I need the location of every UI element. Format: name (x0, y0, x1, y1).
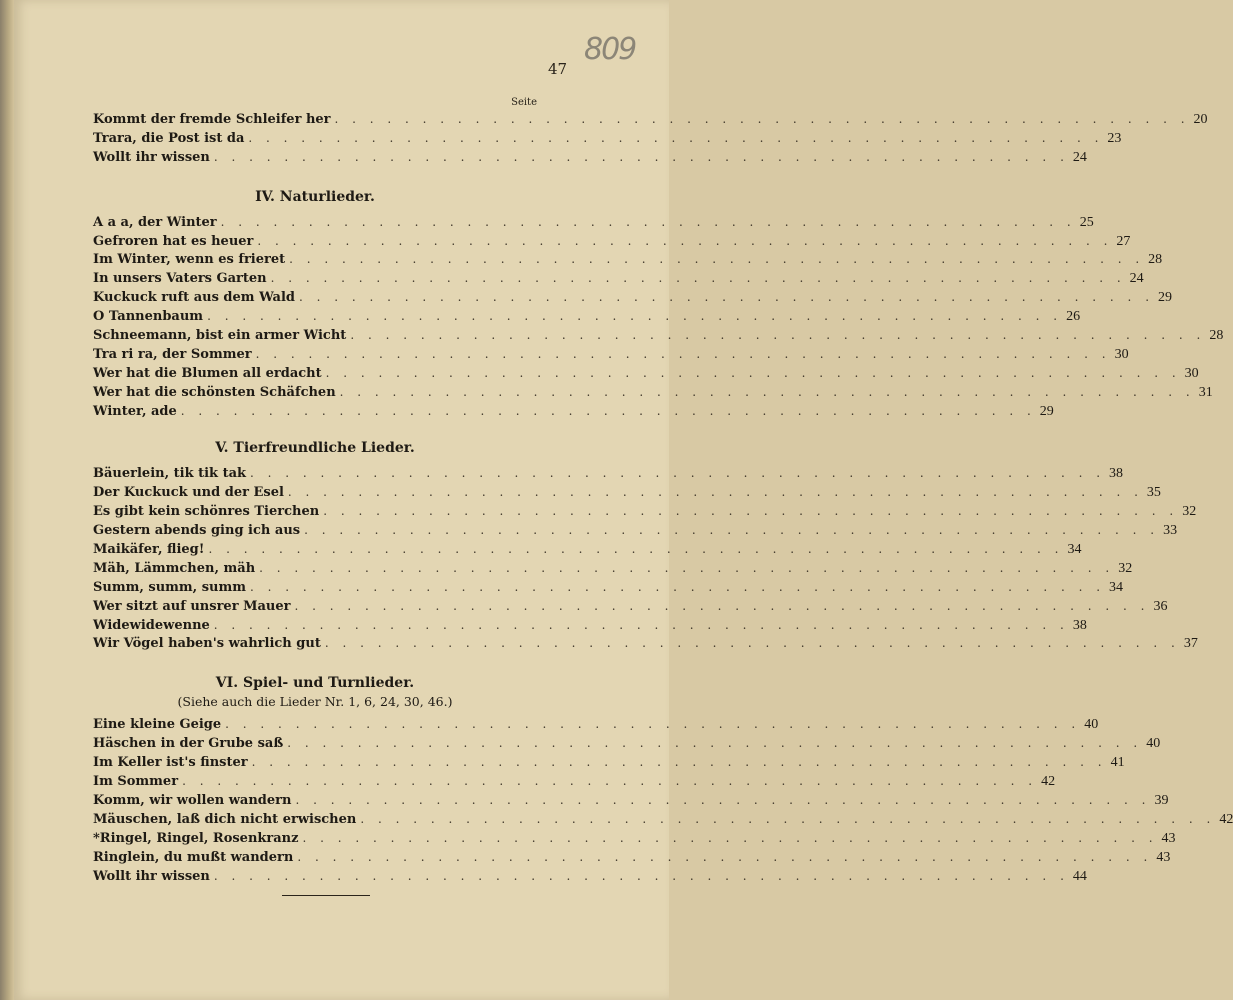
dot-leader: . . . . . . . . . . . . . . . . . . . . . . . . . . . . . . . . . . . . . . . . . . . . . . . . . (220, 214, 1076, 229)
toc-entry (93, 269, 1144, 288)
page-ref: 28 (1209, 328, 1224, 344)
toc-entry (93, 250, 1163, 269)
dot-leader: . . . . . . . . . . . . . . . . . . . . . . . . . . . . . . . . . . . . . . . . . . . . . . . . . (304, 523, 1160, 538)
dot-leader: . . . . . . . . . . . . . . . . . . . . . . . . . . . . . . . . . . . . . . . . . . . . . . . . . (287, 485, 1143, 500)
dot-leader: . . . . . . . . . . . . . . . . . . . . . . . . . . . . . . . . . . . . . . . . . . . . . . . . . (325, 365, 1181, 380)
toc-entry (93, 867, 1087, 886)
dot-leader: . . . . . . . . . . . . . . . . . . . . . . . . . . . . . . . . . . . . . . . . . . . . . . . . . (334, 112, 1190, 126)
page-ref: 43 (1156, 849, 1171, 865)
toc-entry (93, 364, 1199, 383)
toc-entry (93, 110, 1208, 129)
page-ref: 38 (1072, 617, 1087, 633)
page-ref: 33 (1163, 523, 1178, 539)
dot-leader: . . . . . . . . . . . . . . . . . . . . . . . . . . . . . . . . . . . . . . . . . . . . . . . . . (299, 290, 1155, 305)
toc-entry (93, 559, 1133, 578)
sections-container (93, 187, 1233, 886)
page-ref: 29 (1039, 403, 1054, 419)
song-title: Im Sommer (93, 774, 179, 790)
song-title: *Ringel, Ringel, Rosenkranz (93, 830, 299, 846)
dot-leader: . . . . . . . . . . . . . . . . . . . . . . . . . . . . . . . . . . . . . . . . . . . . . . . . . (297, 849, 1153, 864)
song-title: Es gibt kein schönres Tierchen (93, 504, 320, 520)
toc-entry (93, 402, 1054, 421)
toc-entry (93, 521, 1178, 540)
page-ref: 25 (1079, 214, 1094, 230)
toc-entry (93, 129, 1122, 148)
song-title: Häschen in der Grube saß (93, 736, 284, 752)
dot-leader: . . . . . . . . . . . . . . . . . . . . . . . . . . . . . . . . . . . . . . . . . . . . . . . . . (225, 717, 1081, 732)
song-title: Wollt ihr wissen (93, 868, 210, 884)
dot-leader: . . . . . . . . . . . . . . . . . . . . . . . . . . . . . . . . . . . . . . . . . . . . . . . . . (213, 868, 1069, 883)
toc-entry (93, 772, 1056, 791)
song-title: Wollt ihr wissen (93, 149, 210, 165)
toc-entry (93, 715, 1099, 734)
song-title: Schneemann, bist ein armer Wicht (93, 328, 347, 344)
dot-leader: . . . . . . . . . . . . . . . . . . . . . . . . . . . . . . . . . . . . . . . . . . . . . . . . . (255, 346, 1111, 361)
page-ref: 44 (1072, 868, 1087, 884)
page-ref: 40 (1084, 717, 1099, 733)
toc-entry (93, 597, 1168, 616)
song-title: Wer hat die schönsten Schäfchen (93, 384, 336, 400)
section-heading: V. Tierfreundliche Lieder. (215, 440, 415, 457)
page-ref: 40 (1146, 736, 1161, 752)
dot-leader: . . . . . . . . . . . . . . . . . . . . . . . . . . . . . . . . . . . . . . . . . . . . . . . . . (339, 384, 1195, 399)
section-entries (93, 464, 1198, 653)
toc-entry (93, 483, 1161, 502)
song-title: Gestern abends ging ich aus (93, 523, 301, 539)
page-ref: 34 (1067, 542, 1082, 558)
page-ref: 20 (1193, 112, 1208, 127)
toc-entry (93, 734, 1161, 753)
dot-leader: . . . . . . . . . . . . . . . . . . . . . . . . . . . . . . . . . . . . . . . . . . . . . . . . . (251, 755, 1107, 770)
toc-entry (93, 578, 1124, 597)
page-ref: 42 (1041, 774, 1056, 790)
song-title: Der Kuckuck und der Esel (93, 485, 284, 501)
toc-entry (93, 810, 1233, 829)
dot-leader: . . . . . . . . . . . . . . . . . . . . . . . . . . . . . . . . . . . . . . . . . . . . . . . . . (207, 309, 1063, 324)
toc-entry (93, 148, 1087, 167)
page-ref: 35 (1146, 485, 1161, 501)
toc-entry (93, 383, 1213, 402)
page-ref: 24 (1129, 271, 1144, 287)
toc-entry (93, 288, 1173, 307)
dot-leader: . . . . . . . . . . . . . . . . . . . . . . . . . . . . . . . . . . . . . . . . . . . . . . . . . (350, 328, 1206, 343)
page-ref: 34 (1109, 579, 1124, 595)
toc-section (93, 438, 1198, 653)
page-ref: 38 (1109, 466, 1124, 482)
page-ref: 39 (1154, 792, 1169, 808)
dot-leader: . . . . . . . . . . . . . . . . . . . . . . . . . . . . . . . . . . . . . . . . . . . . . . . . . (250, 466, 1106, 481)
toc-entry (93, 345, 1129, 364)
dot-leader: . . . . . . . . . . . . . . . . . . . . . . . . . . . . . . . . . . . . . . . . . . . . . . . . . (259, 560, 1115, 575)
dot-leader: . . . . . . . . . . . . . . . . . . . . . . . . . . . . . . . . . . . . . . . . . . . . . . . . . (324, 636, 1180, 651)
page-ref: 27 (1116, 233, 1131, 249)
dot-leader: . . . . . . . . . . . . . . . . . . . . . . . . . . . . . . . . . . . . . . . . . . . . . . . . . (248, 130, 1104, 145)
song-title: In unsers Vaters Garten (93, 271, 267, 287)
toc-entry (93, 232, 1131, 251)
dot-leader: . . . . . . . . . . . . . . . . . . . . . . . . . . . . . . . . . . . . . . . . . . . . . . . . . (182, 774, 1038, 789)
page-ref: 43 (1161, 830, 1176, 846)
dot-leader: . . . . . . . . . . . . . . . . . . . . . . . . . . . . . . . . . . . . . . . . . . . . . . . . . (323, 504, 1179, 519)
section-note: (Siehe auch die Lieder Nr. 1, 6, 24, 30, 46.) (177, 694, 453, 710)
toc-entry (93, 616, 1087, 635)
page-ref: 28 (1148, 252, 1163, 268)
song-title: Tra ri ra, der Sommer (93, 346, 252, 362)
page-ref: 32 (1118, 560, 1133, 576)
dot-leader: . . . . . . . . . . . . . . . . . . . . . . . . . . . . . . . . . . . . . . . . . . . . . . . . . (294, 598, 1150, 613)
table-of-contents (93, 96, 1233, 885)
page-ref: 23 (1107, 130, 1122, 146)
section-heading: IV. Naturlieder. (255, 188, 375, 205)
page-ref: 24 (1072, 149, 1087, 165)
page-ref: 41 (1110, 755, 1125, 771)
toc-entry (93, 829, 1176, 848)
song-title: Eine kleine Geige (93, 717, 222, 733)
toc-entry (93, 326, 1224, 345)
song-title: Gefroren hat es heuer (93, 233, 254, 249)
dot-leader: . . . . . . . . . . . . . . . . . . . . . . . . . . . . . . . . . . . . . . . . . . . . . . . . . (250, 579, 1106, 594)
song-title: Summ, summ, summ (93, 579, 247, 595)
section-entries (93, 213, 1224, 421)
page-ref: 32 (1182, 504, 1197, 520)
song-title: Wer sitzt auf unsrer Mauer (93, 598, 291, 614)
pencil-annotation: 809 (584, 32, 636, 67)
song-title: Maikäfer, flieg! (93, 542, 205, 558)
song-title: Trara, die Post ist da (93, 130, 245, 146)
dot-leader: . . . . . . . . . . . . . . . . . . . . . . . . . . . . . . . . . . . . . . . . . . . . . . . . . (180, 403, 1036, 418)
dot-leader: . . . . . . . . . . . . . . . . . . . . . . . . . . . . . . . . . . . . . . . . . . . . . . . . . (295, 792, 1151, 807)
dot-leader: . . . . . . . . . . . . . . . . . . . . . . . . . . . . . . . . . . . . . . . . . . . . . . . . . (208, 542, 1064, 557)
book-binding-edge (0, 0, 14, 1000)
toc-section (93, 187, 1224, 421)
song-title: O Tannenbaum (93, 309, 204, 325)
dot-leader: . . . . . . . . . . . . . . . . . . . . . . . . . . . . . . . . . . . . . . . . . . . . . . . . . (360, 811, 1216, 826)
page-ref: 30 (1184, 365, 1199, 381)
song-title: Komm, wir wollen wandern (93, 792, 292, 808)
page-number: 47 (548, 60, 568, 78)
toc-entry (93, 213, 1094, 232)
song-title: A a a, der Winter (93, 214, 217, 230)
dot-leader: . . . . . . . . . . . . . . . . . . . . . . . . . . . . . . . . . . . . . . . . . . . . . . . . . (213, 149, 1069, 164)
section-heading: VI. Spiel- und Turnlieder. (215, 675, 415, 692)
page-ref: 42 (1219, 811, 1233, 827)
section-entries (93, 715, 1233, 885)
toc-entry (93, 502, 1197, 521)
page-ref: 36 (1153, 598, 1168, 614)
intro-list (93, 110, 1208, 167)
toc-entry (93, 848, 1171, 867)
song-title: Mäuschen, laß dich nicht erwischen (93, 811, 357, 827)
dot-leader: . . . . . . . . . . . . . . . . . . . . . . . . . . . . . . . . . . . . . . . . . . . . . . . . . (257, 233, 1113, 248)
toc-entry (93, 791, 1169, 810)
toc-entry (93, 753, 1125, 772)
toc-section (93, 673, 1233, 885)
song-title: Wer hat die Blumen all erdacht (93, 365, 322, 381)
song-title: Bäuerlein, tik tik tak (93, 466, 247, 482)
page-ref: 31 (1198, 384, 1213, 400)
song-title: Wir Vögel haben's wahrlich gut (93, 636, 321, 652)
song-title: Im Winter, wenn es frieret (93, 252, 286, 268)
song-title: Mäh, Lämmchen, mäh (93, 560, 256, 576)
song-title: Kommt der fremde Schleifer her (93, 112, 331, 127)
dot-leader: . . . . . . . . . . . . . . . . . . . . . . . . . . . . . . . . . . . . . . . . . . . . . . . . . (289, 252, 1145, 267)
page-ref: 29 (1158, 290, 1173, 306)
song-title: Kuckuck ruft aus dem Wald (93, 290, 295, 306)
page-ref: 26 (1066, 309, 1081, 325)
song-title: Winter, ade (93, 403, 177, 419)
song-title: Ringlein, du mußt wandern (93, 849, 294, 865)
toc-entry (93, 464, 1124, 483)
closing-rule (282, 895, 370, 896)
dot-leader: . . . . . . . . . . . . . . . . . . . . . . . . . . . . . . . . . . . . . . . . . . . . . . . . . (213, 617, 1069, 632)
dot-leader: . . . . . . . . . . . . . . . . . . . . . . . . . . . . . . . . . . . . . . . . . . . . . . . . . (270, 271, 1126, 286)
page-column-header: Seite (511, 97, 537, 108)
page-ref: 30 (1114, 346, 1129, 362)
song-title: Im Keller ist's finster (93, 755, 248, 771)
toc-entry (93, 634, 1198, 653)
toc-entry (93, 307, 1081, 326)
page-ref: 37 (1183, 636, 1198, 652)
song-title: Widewidewenne (93, 617, 210, 633)
dot-leader: . . . . . . . . . . . . . . . . . . . . . . . . . . . . . . . . . . . . . . . . . . . . . . . . . (302, 830, 1158, 845)
toc-entry (93, 540, 1082, 559)
dot-leader: . . . . . . . . . . . . . . . . . . . . . . . . . . . . . . . . . . . . . . . . . . . . . . . . . (287, 736, 1143, 751)
